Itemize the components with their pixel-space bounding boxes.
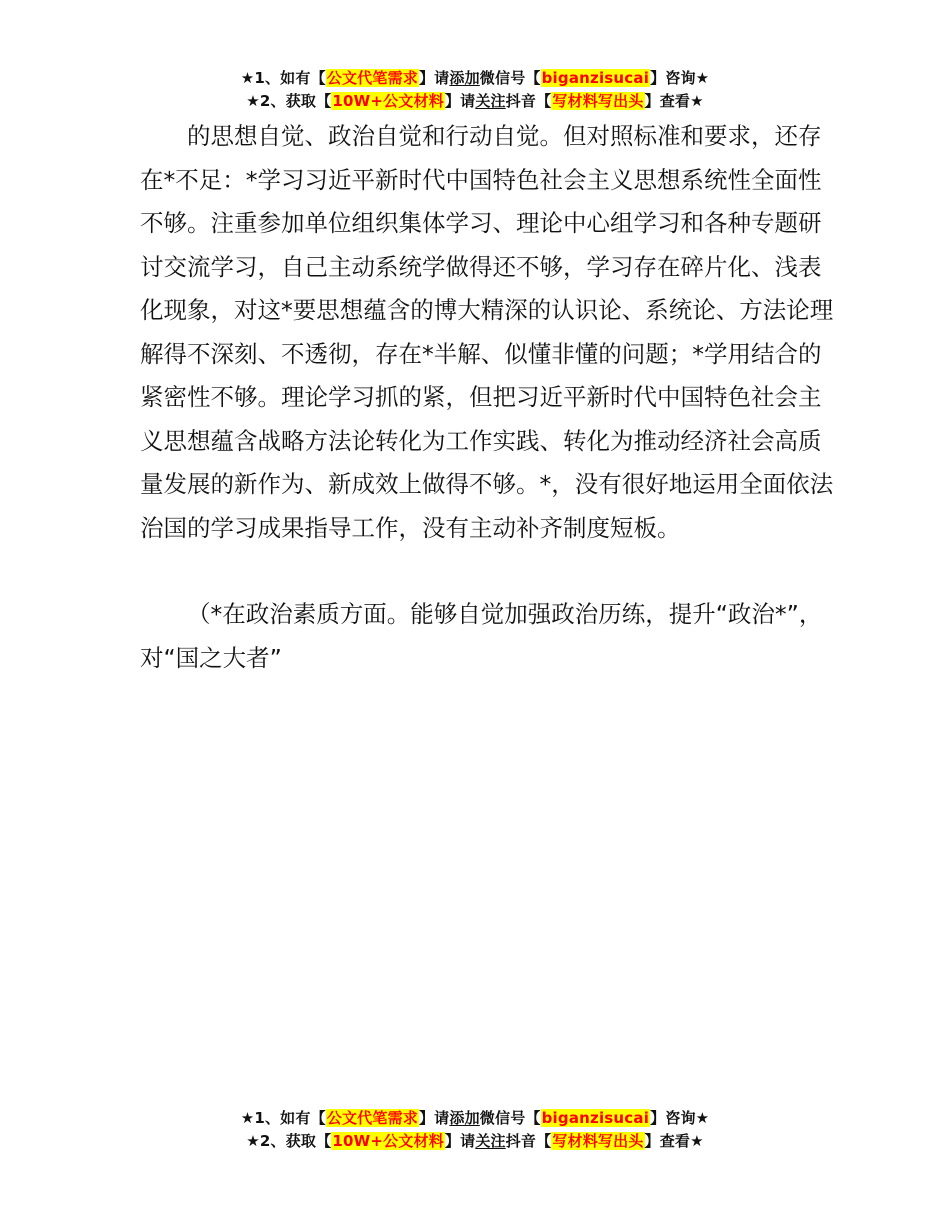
banner-emphasis: 添加 bbox=[449, 69, 480, 87]
banner-text: 】请 bbox=[444, 92, 476, 110]
header-banner bbox=[0, 67, 950, 113]
banner-text: ★1、如有【 bbox=[240, 69, 326, 87]
banner-text: 微信号【 bbox=[479, 1109, 541, 1127]
document-body bbox=[140, 115, 840, 680]
banner-text: 】请 bbox=[418, 1109, 450, 1127]
banner-emphasis: 添加 bbox=[449, 1109, 480, 1127]
banner-highlight-douyin-account: 写材料写出头 bbox=[552, 92, 644, 110]
banner-emphasis: 关注 bbox=[475, 1132, 506, 1150]
banner-highlight-douyin-account: 写材料写出头 bbox=[552, 1132, 644, 1150]
footer-banner-line-2 bbox=[0, 1130, 950, 1153]
banner-text: 】查看★ bbox=[644, 1132, 704, 1150]
header-banner-line-2 bbox=[0, 90, 950, 113]
banner-highlight-service: 公文代笔需求 bbox=[326, 69, 418, 87]
banner-highlight-wechat-id: biganzisucai bbox=[541, 1109, 650, 1127]
banner-text: ★1、如有【 bbox=[240, 1109, 326, 1127]
banner-text: 】请 bbox=[444, 1132, 476, 1150]
body-paragraph-1: 的思想自觉、政治自觉和行动自觉。但对照标准和要求，还存在*不足：*学习习近平新时代中国特色社会主义思想系统性全面性不够。注重参加单位组织集体学习、理论中心组学习和各种专题研讨交流学习，自己主动系统学做得还不够，学习存在碎片化、浅表化现象，对这*要思想蕴含的博大精深的认识论、系统论、方法论理解得不深刻、不透彻，存在*半解、似懂非懂的问题；*学用结合的紧密性不够。理论学习抓的紧，但把习近平新时代中国特色社会主义思想蕴含战略方法论转化为工作实践、转化为推动经济社会高质量发展的新作为、新成效上做得不够。*，没有很好地运用全面依法治国的学习成果指导工作，没有主动补齐制度短板。 bbox=[140, 122, 834, 542]
banner-highlight-wechat-id: biganzisucai bbox=[541, 69, 650, 87]
banner-text: 微信号【 bbox=[479, 69, 541, 87]
footer-banner bbox=[0, 1107, 950, 1153]
body-paragraph-2: （*在政治素质方面。能够自觉加强政治历练，提升“政治*”，对“国之大者” bbox=[140, 600, 823, 672]
banner-text: 】请 bbox=[418, 69, 450, 87]
header-banner-line-1 bbox=[0, 67, 950, 90]
banner-highlight-service: 公文代笔需求 bbox=[326, 1109, 418, 1127]
banner-text: 】咨询★ bbox=[650, 69, 710, 87]
footer-banner-line-1 bbox=[0, 1107, 950, 1130]
banner-text: 】查看★ bbox=[644, 92, 704, 110]
banner-text: 】咨询★ bbox=[650, 1109, 710, 1127]
banner-text: ★2、获取【 bbox=[246, 92, 332, 110]
banner-highlight-materials: 10W+公文材料 bbox=[332, 92, 444, 110]
banner-text: ★2、获取【 bbox=[246, 1132, 332, 1150]
banner-highlight-materials: 10W+公文材料 bbox=[332, 1132, 444, 1150]
banner-text: 抖音【 bbox=[505, 92, 552, 110]
banner-text: 抖音【 bbox=[505, 1132, 552, 1150]
banner-emphasis: 关注 bbox=[475, 92, 506, 110]
